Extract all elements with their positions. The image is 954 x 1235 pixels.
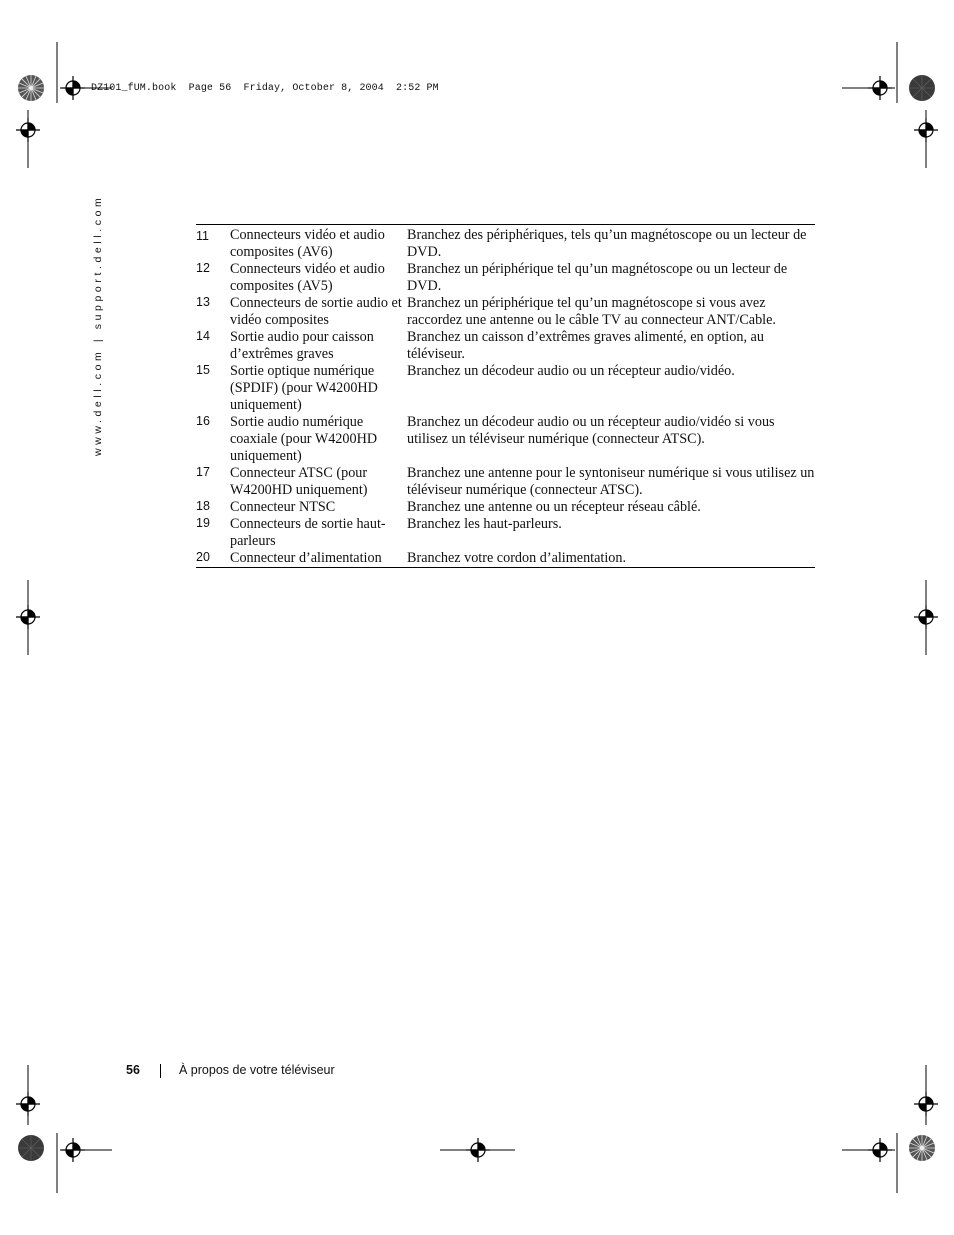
connector-name: Connecteurs vidéo et audio composites (AV6)	[230, 227, 385, 260]
connector-number: 11	[196, 229, 209, 243]
table-row	[196, 329, 815, 363]
table-row	[196, 465, 815, 499]
connector-name: Connecteurs de sortie audio et vidéo composites	[230, 295, 402, 328]
connector-name: Connecteurs de sortie haut-parleurs	[230, 516, 386, 549]
color-target	[909, 75, 935, 101]
connector-name: Connecteur ATSC (pour W4200HD uniquement)	[230, 465, 368, 498]
connector-description: Branchez les haut-parleurs.	[407, 516, 562, 532]
page-number: 56	[126, 1063, 140, 1077]
table-row	[196, 225, 815, 262]
book-file-header: DZ101_fUM.book Page 56 Friday, October 8, 2004 2:52 PM	[91, 83, 439, 94]
connector-name: Connecteur NTSC	[230, 499, 336, 515]
connector-number: 19	[196, 516, 210, 530]
connector-name: Connecteur d’alimentation	[230, 550, 382, 566]
color-target	[18, 1135, 44, 1161]
table-row	[196, 414, 815, 465]
connector-name: Connecteurs vidéo et audio composites (AV5)	[230, 261, 385, 294]
footer-separator	[160, 1064, 161, 1078]
connector-number: 15	[196, 363, 210, 377]
connector-name: Sortie audio numérique coaxiale (pour W4200HD uniquement)	[230, 414, 378, 464]
connector-number: 16	[196, 414, 210, 428]
table-row	[196, 550, 815, 568]
color-target	[18, 75, 44, 101]
connector-name: Sortie optique numérique (SPDIF) (pour W4200HD uniquement)	[230, 363, 378, 413]
color-target	[909, 1135, 935, 1161]
connector-description: Branchez un décodeur audio ou un récepteur audio/vidéo.	[407, 363, 735, 379]
connector-number: 12	[196, 261, 210, 275]
connector-name: Sortie audio pour caisson d’extrêmes graves	[230, 329, 374, 362]
connector-number: 14	[196, 329, 210, 343]
side-url-text: www.dell.com | support.dell.com	[92, 194, 104, 456]
connector-table	[196, 224, 815, 568]
footer-section-title: À propos de votre téléviseur	[179, 1063, 335, 1077]
connector-description: Branchez un caisson d’extrêmes graves alimenté, en option, au téléviseur.	[407, 329, 764, 362]
connector-description: Branchez une antenne ou un récepteur réseau câblé.	[407, 499, 701, 515]
connector-description: Branchez une antenne pour le syntoniseur numérique si vous utilisez un téléviseur numérique (connecteur ATSC).	[407, 465, 815, 498]
connector-description: Branchez votre cordon d’alimentation.	[407, 550, 627, 566]
table-row	[196, 516, 815, 550]
connector-description: Branchez un périphérique tel qu’un magnétoscope ou un lecteur de DVD.	[407, 261, 788, 294]
connector-number: 13	[196, 295, 210, 309]
connector-description: Branchez un décodeur audio ou un récepteur audio/vidéo si vous utilisez un téléviseur numérique (connecteur ATSC).	[407, 414, 775, 447]
connector-number: 18	[196, 499, 210, 513]
connector-number: 20	[196, 550, 210, 564]
table-row	[196, 363, 815, 414]
connector-description: Branchez des périphériques, tels qu’un magnétoscope ou un lecteur de DVD.	[407, 227, 807, 260]
connector-description: Branchez un périphérique tel qu’un magnétoscope si vous avez raccordez une antenne ou le câble TV au connecteur ANT/Cable.	[407, 295, 776, 328]
table-row	[196, 499, 815, 516]
table-row	[196, 295, 815, 329]
table-row	[196, 261, 815, 295]
connector-number: 17	[196, 465, 210, 479]
